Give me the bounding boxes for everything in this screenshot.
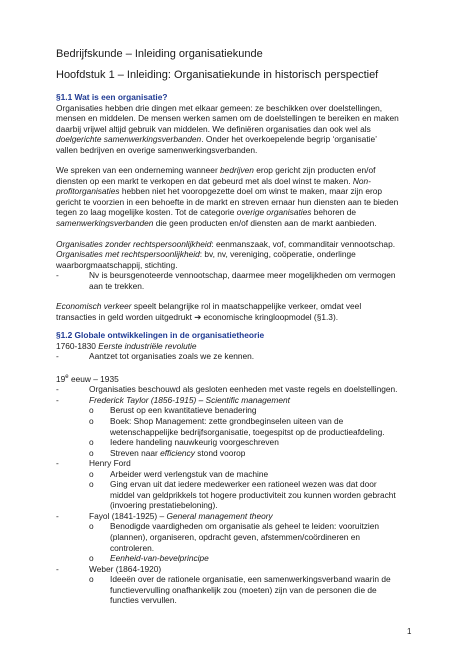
text-span: stond voorop <box>194 447 246 458</box>
chapter-title: Hoofdstuk 1 – Inleiding: Organisatiekunde in historisch perspectief <box>56 69 379 81</box>
emphasis: samenwerkingsverbanden <box>56 218 154 229</box>
emphasis: Economisch verkeer <box>56 301 132 312</box>
emphasis: efficiency <box>160 447 195 458</box>
text-line <box>56 249 426 260</box>
text-span: die geen producten en/of diensten aan de markt aanbieden. <box>153 218 377 229</box>
text-line: Organisaties beschouwd als gesloten eenheden met vaste regels en doelstellingen. <box>89 384 398 395</box>
text-line <box>56 218 426 229</box>
sub-list-item <box>56 437 426 448</box>
text-line: Frederick Taylor (1856-1915) – Scientific management <box>89 394 290 405</box>
text-span: hebben niet het vooropgezette doel om winst te maken, maar zijn erop <box>119 186 383 197</box>
emphasis: Organisaties met rechtspersoonlijkheid <box>56 249 200 260</box>
sub-list-item <box>56 416 426 437</box>
document-body <box>56 48 426 606</box>
sub-list-item <box>56 448 426 459</box>
emphasis: Non- <box>352 175 371 186</box>
text-span: We spreken van een onderneming wanneer <box>56 165 221 176</box>
text-line: Arbeider werd verlengstuk van de machine <box>110 468 269 479</box>
dash-bullet: - <box>56 458 59 469</box>
text-line <box>56 312 426 323</box>
text-span: 19 <box>56 373 66 384</box>
text-line: Ideeën over de rationele organisatie, een samenwerkingsverband waarin de <box>110 574 391 585</box>
text-line <box>89 511 426 522</box>
circle-bullet: o <box>89 405 94 416</box>
text-line: Eenheid-van-bevelprincipe <box>110 553 209 564</box>
section-title-1-1: §1.1 Wat is een organisatie? <box>56 92 168 102</box>
text-span: diensten op een markt te verkopen en dat gebeurd met als doel winst te maken. <box>56 175 353 186</box>
text-line <box>56 186 426 197</box>
text-line: (invoering prestatiebeloning). <box>110 500 218 511</box>
superscript: e <box>65 374 69 381</box>
paragraph-rechtspersoonlijkheid <box>56 239 426 292</box>
emphasis: General management theory <box>166 510 273 521</box>
text-span: transacties in geld worden uitgedrukt <box>56 311 195 322</box>
circle-bullet: o <box>89 574 94 585</box>
text-line: aan te trekken. <box>89 280 145 291</box>
text-line <box>56 176 426 187</box>
text-span: erop gericht zijn producten en/of <box>253 165 376 176</box>
list-item-taylor <box>56 395 426 406</box>
text-line <box>56 134 426 145</box>
text-span: economische kringloopmodel (§1.3). <box>201 311 339 322</box>
text-span: . Onder het overkoepelende begrip ‘organisatie’ <box>201 134 377 145</box>
paragraph-economisch-verkeer <box>56 301 426 322</box>
text-line: functies vervullen. <box>110 595 177 606</box>
text-line: vallen bedrijven en overige samenwerkingsverbanden. <box>56 144 258 155</box>
text-line: Nv is beursgenoteerde vennootschap, daarmee meer mogelijkheden om vermogen <box>89 270 396 281</box>
era-heading <box>56 341 426 352</box>
sub-list-item <box>56 469 426 480</box>
circle-bullet: o <box>89 447 94 458</box>
text-line: Berust op een kwantitatieve benadering <box>110 405 257 416</box>
text-line: (plannen), organiseren, opdracht geven, afstemmen/coördineren en <box>110 532 361 543</box>
text-line <box>56 301 426 312</box>
circle-bullet: o <box>89 553 94 564</box>
text-line: Ging ervan uit dat iedere medewerker een rationeel wezen was dat door <box>110 479 377 490</box>
text-line: Aantzet tot organisaties zoals we ze kennen. <box>89 351 255 362</box>
circle-bullet: o <box>89 521 94 532</box>
list-item <box>56 270 426 291</box>
section-title-1-2: §1.2 Globale ontwikkelingen in de organisatietheorie <box>56 330 265 341</box>
arrow-icon: ➔ <box>194 311 202 322</box>
list-item <box>56 384 426 395</box>
circle-bullet: o <box>89 416 94 426</box>
text-span: behoren de <box>311 207 356 218</box>
dash-bullet: - <box>56 394 59 405</box>
text-span: : bv, nv, vereniging, coöperatie, onderlinge <box>199 249 356 260</box>
emphasis: bedrijven <box>220 165 254 176</box>
text-span: eeuw – 1935 <box>68 373 119 384</box>
sub-list-item <box>56 553 426 564</box>
text-span: speelt belangrijke rol in maatschappelijke verkeer, omdat veel <box>131 301 362 312</box>
era-heading <box>56 372 426 384</box>
sub-list-item <box>56 405 426 416</box>
text-span: tegen zo laag mogelijke kosten. Tot de categorie <box>56 207 237 218</box>
list-item-fayol <box>56 511 426 522</box>
sub-list-item <box>56 479 426 511</box>
document-title: Bedrijfskunde – Inleiding organisatiekunde <box>56 48 263 60</box>
text-line <box>56 239 426 250</box>
text-line: middel van geldprikkels tot hogere productiviteit zou kunnen worden gebracht <box>110 489 396 500</box>
sub-list-item <box>56 574 426 606</box>
sub-list-item <box>56 521 426 553</box>
text-line: Organisaties hebben drie dingen met elkaar gemeen: ze beschikken over doelstellingen, <box>56 102 383 113</box>
circle-bullet: o <box>89 479 94 490</box>
dash-bullet: - <box>56 384 59 395</box>
dash-bullet: - <box>56 563 59 574</box>
emphasis: doelgerichte samenwerkingsverbanden <box>56 134 202 145</box>
text-line: gericht te voorzien in een behoefte in de markt en streven ernaar hun diensten aan te bieden <box>56 196 399 207</box>
dash-bullet: - <box>56 510 59 521</box>
text-line <box>56 165 426 176</box>
text-line: Boek: Shop Management: zette grondbeginselen uiteen van de <box>110 416 344 426</box>
text-line: mensen en middelen. De mensen werken samen om de doelstellingen te bereiken en maken <box>56 113 399 124</box>
text-span: Streven naar <box>110 447 161 458</box>
list-item-ford <box>56 458 426 469</box>
text-line: controleren. <box>110 542 155 553</box>
emphasis: profitorganisaties <box>56 186 120 197</box>
list-item-weber <box>56 564 426 575</box>
paragraph-definition <box>56 103 426 156</box>
circle-bullet: o <box>89 468 94 479</box>
emphasis: Organisaties zonder rechtspersoonlijkheid <box>56 238 212 249</box>
dash-bullet: - <box>56 351 59 362</box>
text-span: Fayol (1841-1925) – <box>89 510 167 521</box>
text-line: Iedere handeling nauwkeurig voorgeschreven <box>110 437 279 448</box>
text-line: waarborgmaatschappij, stichting. <box>56 259 178 270</box>
circle-bullet: o <box>89 437 94 448</box>
text-line: Weber (1864-1920) <box>89 563 162 574</box>
page-number: 1 <box>407 627 412 636</box>
text-line: functievervulling onafhankelijk zou (moeten) zijn van de personen die de <box>110 584 377 595</box>
emphasis: Eerste industriële revolutie <box>98 340 197 351</box>
text-line: Henry Ford <box>89 458 131 469</box>
text-line: daarbij vrijwel altijd gebruik van middelen. We definiëren organisaties dan ook wel als <box>56 123 371 134</box>
emphasis: overige organisaties <box>236 207 312 218</box>
text-line <box>110 448 426 459</box>
text-line: Benodigde vaardigheden om organisatie als geheel te leiden: vooruitzien <box>110 521 380 532</box>
text-span: : eenmanszaak, vof, commanditair vennootschap. <box>211 238 396 249</box>
text-line <box>56 207 426 218</box>
dash-bullet: - <box>56 270 59 281</box>
list-item <box>56 351 426 362</box>
text-line: wetenschappelijke bedrijfsorganisatie, toegespitst op de productieafdeling. <box>110 426 385 437</box>
paragraph-onderneming <box>56 165 426 228</box>
text-span: 1760-1830 <box>56 340 99 351</box>
